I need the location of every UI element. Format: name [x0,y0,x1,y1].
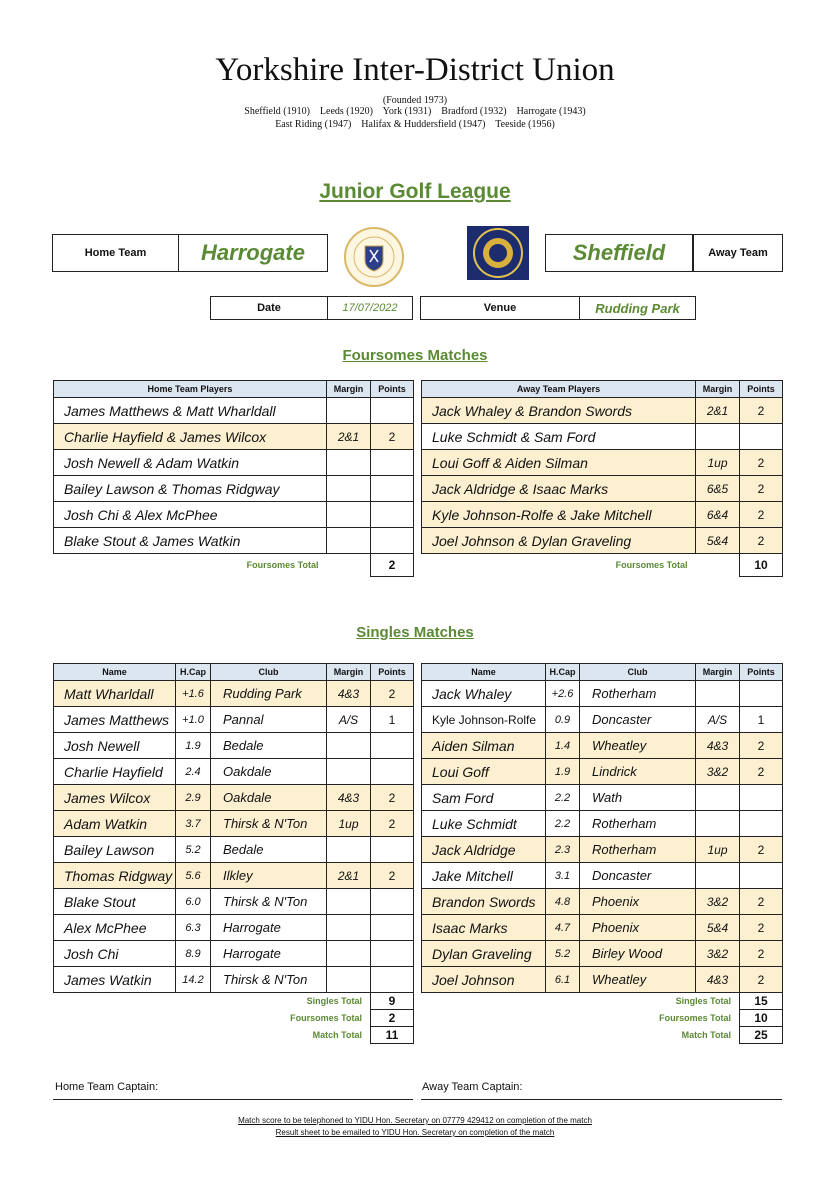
handicap-cell: 6.0 [176,889,211,915]
margin-cell [327,967,371,993]
singles-home-table [53,663,414,1044]
margin-cell [327,398,371,424]
players-cell: Joel Johnson & Dylan Graveling [422,528,696,554]
points-cell: 2 [740,837,783,863]
margin-cell: 5&4 [696,915,740,941]
points-cell [740,785,783,811]
points-cell [371,967,414,993]
points-cell [371,450,414,476]
table-row [422,837,783,863]
total-label: Singles Total [422,993,740,1010]
table-row [422,476,783,502]
margin-cell: 1up [696,450,740,476]
margin-cell [696,424,740,450]
players-cell: Josh Chi & Alex McPhee [54,502,327,528]
club-cell: Thirsk & N'Ton [211,811,327,837]
points-cell: 2 [740,915,783,941]
total-label: Foursomes Total [422,1010,740,1027]
col-header: Points [371,664,414,681]
handicap-cell: 3.1 [546,863,580,889]
player-name-cell: Thomas Ridgway [54,863,176,889]
table-row [422,424,783,450]
table-row [422,889,783,915]
col-header: Margin [696,381,740,398]
table-row [54,733,414,759]
players-cell: James Matthews & Matt Wharldall [54,398,327,424]
margin-cell: 4&3 [696,733,740,759]
table-row [422,450,783,476]
points-cell: 2 [740,967,783,993]
margin-cell: 4&3 [327,681,371,707]
points-cell [740,681,783,707]
handicap-cell: 5.2 [176,837,211,863]
margin-cell: 6&5 [696,476,740,502]
table-row [54,707,414,733]
table-row [54,476,414,502]
points-cell: 1 [740,707,783,733]
margin-cell: 3&2 [696,759,740,785]
table-row [54,528,414,554]
handicap-cell: 2.2 [546,811,580,837]
margin-cell [327,476,371,502]
col-header: Club [211,664,327,681]
club-cell: Oakdale [211,759,327,785]
margin-cell [696,863,740,889]
foursomes-home-table [53,380,414,577]
table-row [422,528,783,554]
total-value: 2 [371,1010,414,1027]
handicap-cell: 2.9 [176,785,211,811]
col-header: Points [371,381,414,398]
player-name-cell: Kyle Johnson-Rolfe [422,707,546,733]
away-captain-signature-line[interactable] [421,1099,782,1100]
points-cell [371,941,414,967]
points-cell: 2 [740,889,783,915]
margin-cell: 4&3 [696,967,740,993]
table-row [422,707,783,733]
table-row [54,450,414,476]
foursomes-home-total: 2 [371,554,414,577]
points-cell [740,811,783,837]
club-cell: Thirsk & N'Ton [211,967,327,993]
handicap-cell: +1.6 [176,681,211,707]
player-name-cell: Loui Goff [422,759,546,785]
points-cell: 2 [371,863,414,889]
club-cell: Pannal [211,707,327,733]
table-row [422,681,783,707]
points-cell: 2 [740,941,783,967]
margin-cell: 6&4 [696,502,740,528]
table-row [422,811,783,837]
players-cell: Kyle Johnson-Rolfe & Jake Mitchell [422,502,696,528]
handicap-cell: 2.3 [546,837,580,863]
player-name-cell: Aiden Silman [422,733,546,759]
total-value: 15 [740,993,783,1010]
league-title: Junior Golf League [319,180,511,203]
handicap-cell: 2.2 [546,785,580,811]
margin-cell: A/S [327,707,371,733]
total-label: Match Total [422,1027,740,1044]
points-cell [371,476,414,502]
away-captain-label: Away Team Captain: [422,1081,523,1093]
club-cell: Lindrick [580,759,696,785]
total-label: Singles Total [54,993,371,1010]
margin-cell: A/S [696,707,740,733]
away-team-name: Sheffield [545,234,693,272]
players-cell: Blake Stout & James Watkin [54,528,327,554]
col-header: Name [54,664,176,681]
margin-cell [327,450,371,476]
total-value: 25 [740,1027,783,1044]
club-cell: Wath [580,785,696,811]
table-row [54,915,414,941]
club-cell: Doncaster [580,707,696,733]
col-header: H.Cap [546,664,580,681]
player-name-cell: James Wilcox [54,785,176,811]
table-row [422,967,783,993]
table-row [422,941,783,967]
margin-cell [696,785,740,811]
col-header: Points [740,664,783,681]
points-cell: 2 [740,502,783,528]
handicap-cell: 6.1 [546,967,580,993]
club-cell: Ilkley [211,863,327,889]
home-captain-signature-line[interactable] [53,1099,413,1100]
points-cell [371,502,414,528]
footer-phone-note: Match score to be telephoned to YIDU Hon. Secretary on 07779 429412 on completion of the match [238,1116,592,1125]
margin-cell [696,811,740,837]
table-row [54,941,414,967]
col-header: Home Team Players [54,381,327,398]
margin-cell: 2&1 [327,863,371,889]
players-cell: Charlie Hayfield & James Wilcox [54,424,327,450]
table-row [54,967,414,993]
points-cell: 2 [740,398,783,424]
player-name-cell: James Watkin [54,967,176,993]
player-name-cell: Blake Stout [54,889,176,915]
points-cell: 2 [371,785,414,811]
player-name-cell: Brandon Swords [422,889,546,915]
col-header: Away Team Players [422,381,696,398]
singles-heading: Singles Matches [356,624,474,641]
players-cell: Josh Newell & Adam Watkin [54,450,327,476]
table-row [54,837,414,863]
table-row [422,785,783,811]
club-cell: Thirsk & N'Ton [211,889,327,915]
points-cell: 1 [371,707,414,733]
table-row [54,681,414,707]
points-cell: 2 [371,811,414,837]
player-name-cell: Jack Aldridge [422,837,546,863]
margin-cell [327,915,371,941]
total-label: Foursomes Total [54,1010,371,1027]
margin-cell: 2&1 [327,424,371,450]
footer-email-note: Result sheet to be emailed to YIDU Hon. Secretary on completion of the match [275,1128,555,1137]
table-row [54,502,414,528]
margin-cell: 3&2 [696,941,740,967]
club-cell: Rotherham [580,837,696,863]
foursomes-total-label: Foursomes Total [54,554,327,577]
union-title: Yorkshire Inter-District Union [215,52,615,88]
player-name-cell: Matt Wharldall [54,681,176,707]
margin-cell [327,502,371,528]
margin-cell: 2&1 [696,398,740,424]
venue-name: Rudding Park [579,296,696,320]
player-name-cell: James Matthews [54,707,176,733]
club-cell: Bedale [211,733,327,759]
table-row [54,863,414,889]
club-cell: Wheatley [580,967,696,993]
player-name-cell: Isaac Marks [422,915,546,941]
player-name-cell: Joel Johnson [422,967,546,993]
singles-away-table [421,663,783,1044]
table-row [422,502,783,528]
player-name-cell: Jake Mitchell [422,863,546,889]
club-cell: Doncaster [580,863,696,889]
handicap-cell: 1.9 [176,733,211,759]
col-header: Name [422,664,546,681]
club-cell: Wheatley [580,733,696,759]
points-cell [371,759,414,785]
home-captain-label: Home Team Captain: [55,1081,159,1093]
home-team-name: Harrogate [178,234,328,272]
away-team-label: Away Team [693,234,783,272]
players-cell: Bailey Lawson & Thomas Ridgway [54,476,327,502]
harrogate-crest-icon [343,226,405,288]
club-cell: Harrogate [211,941,327,967]
club-cell: Bedale [211,837,327,863]
players-cell: Jack Aldridge & Isaac Marks [422,476,696,502]
player-name-cell: Jack Whaley [422,681,546,707]
points-cell: 2 [740,450,783,476]
handicap-cell: 8.9 [176,941,211,967]
points-cell [371,889,414,915]
districts-line-1: Sheffield (1910) Leeds (1920) York (1931) Bradford (1932) Harrogate (1943) [244,106,586,117]
margin-cell: 1up [696,837,740,863]
player-name-cell: Bailey Lawson [54,837,176,863]
points-cell: 2 [740,528,783,554]
player-name-cell: Dylan Graveling [422,941,546,967]
match-date: 17/07/2022 [327,296,413,320]
player-name-cell: Josh Newell [54,733,176,759]
venue-label: Venue [420,296,580,320]
table-row [54,424,414,450]
margin-cell: 3&2 [696,889,740,915]
total-value: 11 [371,1027,414,1044]
points-cell [371,528,414,554]
club-cell: Harrogate [211,915,327,941]
points-cell: 2 [371,424,414,450]
player-name-cell: Alex McPhee [54,915,176,941]
points-cell [371,837,414,863]
margin-cell [327,759,371,785]
club-cell: Phoenix [580,915,696,941]
handicap-cell: 5.6 [176,863,211,889]
col-header: Margin [327,381,371,398]
total-label: Match Total [54,1027,371,1044]
col-header: H.Cap [176,664,211,681]
players-cell: Jack Whaley & Brandon Swords [422,398,696,424]
player-name-cell: Luke Schmidt [422,811,546,837]
table-row [54,398,414,424]
players-cell: Luke Schmidt & Sam Ford [422,424,696,450]
player-name-cell: Charlie Hayfield [54,759,176,785]
points-cell: 2 [371,681,414,707]
foursomes-away-table [421,380,783,577]
home-team-label: Home Team [52,234,179,272]
points-cell [371,398,414,424]
club-cell: Phoenix [580,889,696,915]
total-value: 9 [371,993,414,1010]
points-cell: 2 [740,759,783,785]
handicap-cell: 0.9 [546,707,580,733]
table-row [54,811,414,837]
handicap-cell: 1.9 [546,759,580,785]
col-header: Margin [327,664,371,681]
founded-note: (Founded 1973) [382,95,448,106]
handicap-cell: 2.4 [176,759,211,785]
col-header: Club [580,664,696,681]
points-cell: 2 [740,733,783,759]
player-name-cell: Adam Watkin [54,811,176,837]
col-header: Points [740,381,783,398]
margin-cell: 5&4 [696,528,740,554]
club-cell: Rotherham [580,681,696,707]
players-cell: Loui Goff & Aiden Silman [422,450,696,476]
player-name-cell: Josh Chi [54,941,176,967]
club-cell: Rotherham [580,811,696,837]
handicap-cell: 6.3 [176,915,211,941]
club-cell: Birley Wood [580,941,696,967]
handicap-cell: +1.0 [176,707,211,733]
table-row [422,759,783,785]
col-header: Margin [696,664,740,681]
handicap-cell: 5.2 [546,941,580,967]
points-cell [740,424,783,450]
handicap-cell: 1.4 [546,733,580,759]
table-row [422,398,783,424]
margin-cell: 4&3 [327,785,371,811]
handicap-cell: 14.2 [176,967,211,993]
foursomes-total-label: Foursomes Total [422,554,696,577]
handicap-cell: 4.7 [546,915,580,941]
margin-cell [327,941,371,967]
margin-cell: 1up [327,811,371,837]
margin-cell [327,733,371,759]
club-cell: Rudding Park [211,681,327,707]
table-row [422,733,783,759]
table-row [422,863,783,889]
table-row [422,915,783,941]
date-label: Date [210,296,328,320]
points-cell [371,915,414,941]
foursomes-heading: Foursomes Matches [342,347,488,364]
player-name-cell: Sam Ford [422,785,546,811]
handicap-cell: 4.8 [546,889,580,915]
margin-cell [327,528,371,554]
points-cell: 2 [740,476,783,502]
total-value: 10 [740,1010,783,1027]
margin-cell [327,889,371,915]
points-cell [371,733,414,759]
foursomes-away-total: 10 [740,554,783,577]
handicap-cell: +2.6 [546,681,580,707]
club-cell: Oakdale [211,785,327,811]
points-cell [740,863,783,889]
sheffield-crest-icon [467,226,529,280]
districts-line-2: East Riding (1947) Halifax & Huddersfield (1947) Teeside (1956) [275,119,555,130]
table-row [54,759,414,785]
margin-cell [696,681,740,707]
margin-cell [327,837,371,863]
table-row [54,785,414,811]
table-row [54,889,414,915]
handicap-cell: 3.7 [176,811,211,837]
